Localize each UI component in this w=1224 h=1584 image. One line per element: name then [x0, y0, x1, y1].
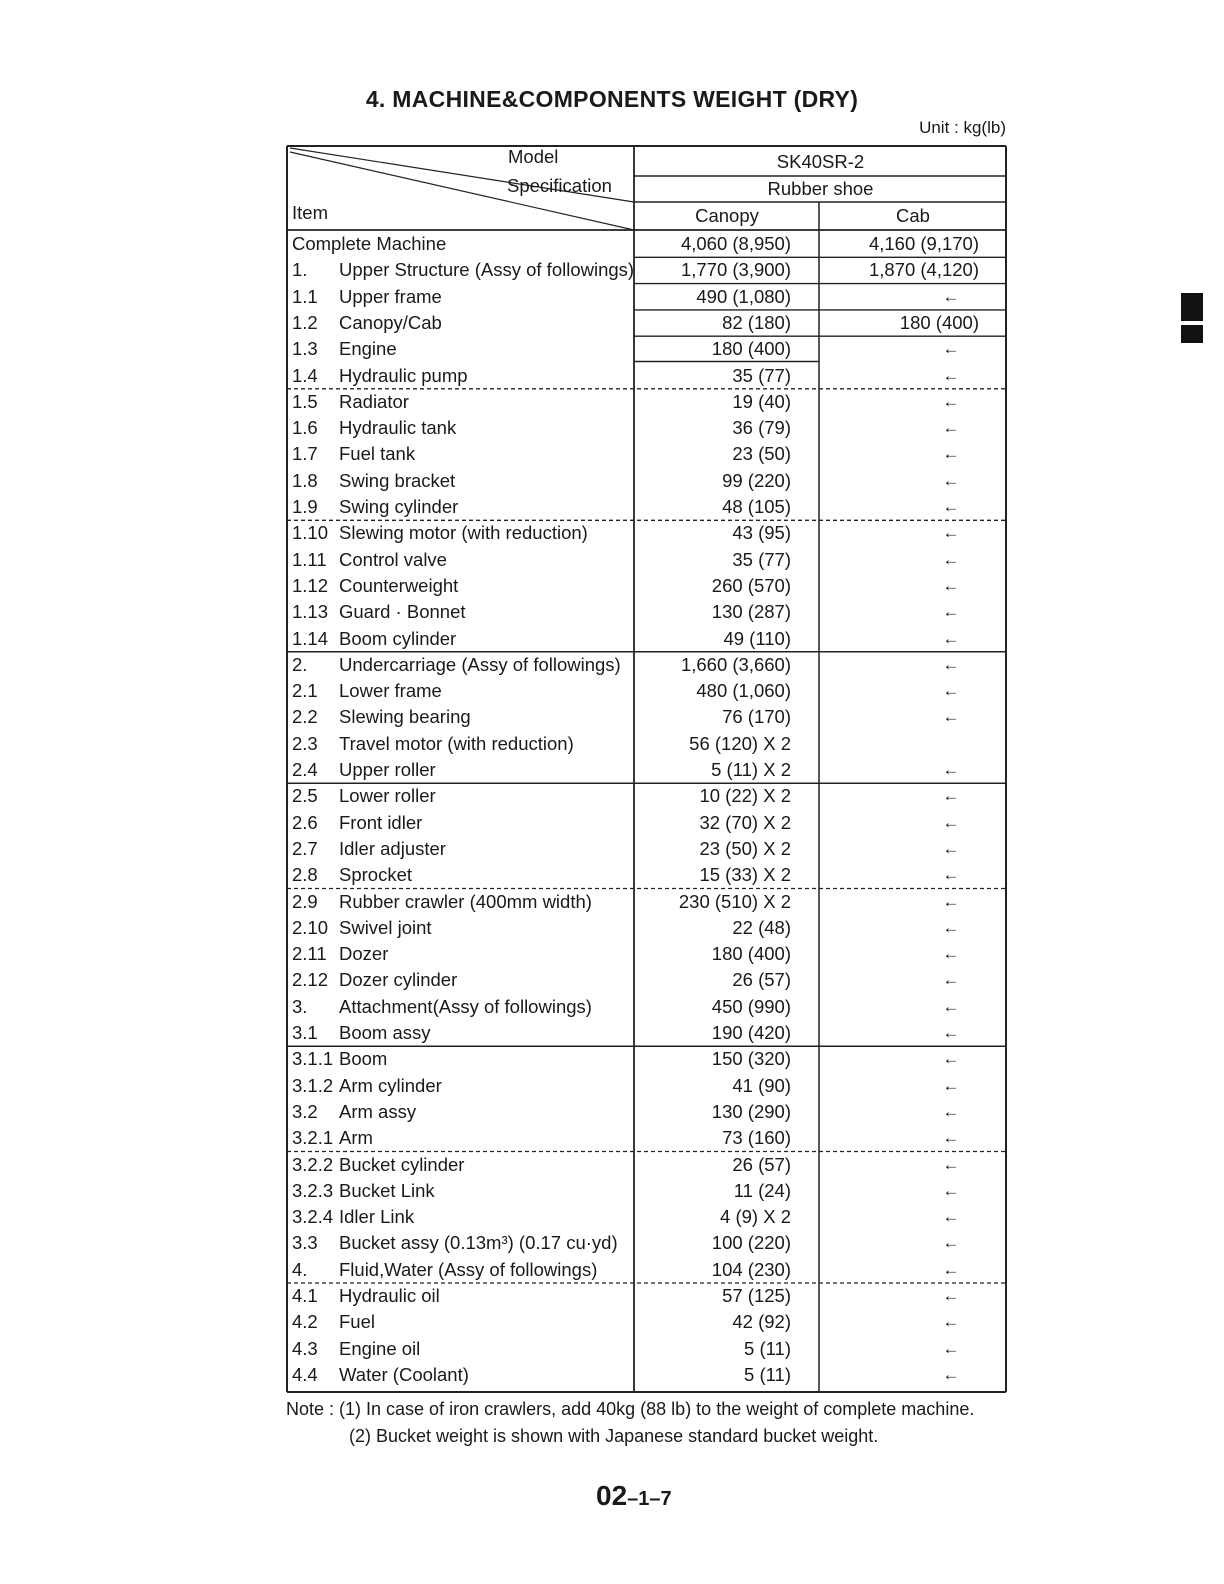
row-item-number: 2.6 — [292, 811, 318, 833]
row-canopy-weight: 23 (50) X 2 — [699, 837, 791, 859]
row-item-number: 3.2.2 — [292, 1153, 334, 1175]
same-as-canopy-arrow-icon: ← — [942, 970, 960, 990]
same-as-canopy-arrow-icon: ← — [942, 286, 960, 306]
row-item-name: Bucket Link — [339, 1179, 435, 1201]
row-item-number: 1.11 — [292, 548, 327, 570]
same-as-canopy-arrow-icon: ← — [942, 812, 960, 832]
row-item-name: Hydraulic pump — [339, 364, 468, 386]
row-item-name: Bucket assy (0.13m³) (0.17 cu·yd) — [339, 1232, 618, 1254]
same-as-canopy-arrow-icon: ← — [942, 786, 960, 806]
row-item-name: Boom cylinder — [339, 627, 457, 649]
row-canopy-weight: 1,660 (3,660) — [680, 653, 791, 675]
same-as-canopy-arrow-icon: ← — [942, 1101, 960, 1121]
row-item-name: Boom assy — [339, 1022, 431, 1043]
row-item-name: Arm — [339, 1127, 373, 1149]
row-item-name: Hydraulic oil — [339, 1285, 440, 1306]
row-canopy-weight: 48 (105) — [722, 496, 791, 517]
row-item-number: 2.4 — [292, 759, 318, 780]
row-item-number: 3.2 — [292, 1100, 318, 1122]
row-item-number: 4.2 — [292, 1311, 318, 1333]
row-canopy-weight: 11 (24) — [733, 1179, 791, 1201]
header-cab: Cab — [896, 205, 930, 226]
row-item-name: Lower frame — [339, 680, 442, 702]
row-item-name: Complete Machine — [292, 233, 447, 254]
row-item-number: 3.2.3 — [292, 1179, 334, 1201]
row-item-name: Radiator — [339, 390, 409, 412]
row-canopy-weight: 57 (125) — [722, 1285, 791, 1306]
same-as-canopy-arrow-icon: ← — [942, 1128, 960, 1148]
row-cab-weight: 4,160 (9,170) — [868, 233, 979, 254]
row-canopy-weight: 5 (11) — [744, 1363, 791, 1385]
row-item-number: 3. — [292, 995, 308, 1017]
row-item-number: 2.10 — [292, 916, 329, 938]
same-as-canopy-arrow-icon: ← — [942, 575, 960, 595]
row-cab-weight: 180 (400) — [899, 311, 979, 333]
row-canopy-weight: 82 (180) — [722, 311, 791, 333]
page-number-main: 02 — [596, 1480, 628, 1511]
row-item-number: 2. — [292, 653, 308, 675]
row-item-name: Hydraulic tank — [339, 417, 457, 439]
row-item-name: Fuel — [339, 1311, 375, 1333]
row-item-number: 1.2 — [292, 311, 318, 333]
row-item-number: 1.7 — [292, 443, 318, 465]
row-item-number: 4.3 — [292, 1337, 318, 1359]
row-item-number: 1.13 — [292, 601, 329, 623]
row-canopy-weight: 260 (570) — [711, 574, 791, 596]
same-as-canopy-arrow-icon: ← — [942, 1180, 960, 1200]
row-item-name: Attachment(Assy of followings) — [339, 995, 592, 1017]
row-item-number: 1. — [292, 259, 308, 281]
row-item-number: 3.2.1 — [292, 1127, 334, 1149]
header-model-label: Model — [508, 146, 559, 167]
row-canopy-weight: 32 (70) X 2 — [699, 811, 791, 833]
same-as-canopy-arrow-icon: ← — [942, 654, 960, 674]
row-item-name: Fluid,Water (Assy of followings) — [339, 1258, 598, 1280]
header-specification-label: Specification — [507, 175, 612, 196]
row-item-number: 2.9 — [292, 890, 318, 912]
same-as-canopy-arrow-icon: ← — [942, 1207, 960, 1227]
row-canopy-weight: 19 (40) — [732, 390, 791, 412]
row-item-number: 2.3 — [292, 732, 318, 754]
row-item-name: Travel motor (with reduction) — [339, 732, 574, 754]
row-canopy-weight: 104 (230) — [711, 1258, 791, 1280]
row-canopy-weight: 450 (990) — [711, 995, 791, 1017]
row-canopy-weight: 180 (400) — [711, 943, 791, 965]
row-item-name: Upper roller — [339, 759, 436, 780]
row-canopy-weight: 49 (110) — [723, 627, 791, 649]
same-as-canopy-arrow-icon: ← — [942, 1259, 960, 1279]
row-item-name: Arm assy — [339, 1100, 417, 1122]
unit-label: Unit : kg(lb) — [919, 118, 1006, 137]
row-item-name: Bucket cylinder — [339, 1153, 465, 1175]
row-canopy-weight: 1,770 (3,900) — [680, 259, 791, 281]
row-canopy-weight: 4,060 (8,950) — [680, 233, 791, 254]
row-item-number: 1.4 — [292, 364, 318, 386]
same-as-canopy-arrow-icon: ← — [942, 418, 960, 438]
same-as-canopy-arrow-icon: ← — [942, 339, 960, 359]
row-item-number: 3.2.4 — [292, 1206, 334, 1228]
row-canopy-weight: 100 (220) — [711, 1232, 791, 1254]
row-canopy-weight: 130 (290) — [711, 1100, 791, 1122]
row-item-number: 4.4 — [292, 1363, 318, 1385]
row-item-number: 4. — [292, 1258, 308, 1280]
row-item-name: Rubber crawler (400mm width) — [339, 890, 592, 912]
same-as-canopy-arrow-icon: ← — [942, 444, 960, 464]
row-item-name: Arm cylinder — [339, 1074, 442, 1096]
row-item-number: 1.14 — [292, 627, 329, 649]
row-item-number: 1.1 — [292, 285, 318, 307]
note-1: Note : (1) In case of iron crawlers, add 40kg (88 lb) to the weight of complete machine. — [286, 1399, 975, 1419]
same-as-canopy-arrow-icon: ← — [942, 470, 960, 490]
same-as-canopy-arrow-icon: ← — [942, 1286, 960, 1305]
row-item-number: 4.1 — [292, 1285, 318, 1306]
row-item-name: Counterweight — [339, 574, 459, 596]
same-as-canopy-arrow-icon: ← — [942, 628, 960, 648]
row-item-name: Control valve — [339, 548, 447, 570]
row-canopy-weight: 4 (9) X 2 — [720, 1206, 791, 1228]
note-2: (2) Bucket weight is shown with Japanese standard bucket weight. — [349, 1426, 879, 1446]
row-item-number: 2.5 — [292, 785, 318, 807]
row-item-name: Fuel tank — [339, 443, 416, 465]
row-item-number: 1.12 — [292, 574, 329, 596]
header-model-value: SK40SR-2 — [776, 151, 865, 172]
row-item-name: Dozer — [339, 943, 389, 965]
row-item-name: Boom — [339, 1048, 388, 1070]
row-item-number: 1.8 — [292, 469, 318, 491]
row-item-name: Lower roller — [339, 785, 436, 807]
row-canopy-weight: 10 (22) X 2 — [699, 785, 791, 807]
row-canopy-weight: 35 (77) — [732, 548, 791, 570]
row-item-name: Engine — [339, 338, 397, 360]
same-as-canopy-arrow-icon: ← — [942, 865, 960, 885]
row-canopy-weight: 480 (1,060) — [696, 680, 791, 702]
row-canopy-weight: 23 (50) — [732, 443, 791, 465]
same-as-canopy-arrow-icon: ← — [942, 1075, 960, 1095]
same-as-canopy-arrow-icon: ← — [942, 760, 960, 779]
row-canopy-weight: 230 (510) X 2 — [678, 890, 791, 912]
same-as-canopy-arrow-icon: ← — [942, 523, 960, 543]
row-canopy-weight: 43 (95) — [732, 522, 791, 544]
margin-tab-mark — [1181, 293, 1203, 343]
row-canopy-weight: 22 (48) — [732, 916, 791, 938]
row-item-name: Swing bracket — [339, 469, 456, 491]
page-title: 4. MACHINE&COMPONENTS WEIGHT (DRY) — [365, 86, 859, 112]
row-canopy-weight: 99 (220) — [722, 469, 791, 491]
same-as-canopy-arrow-icon: ← — [942, 391, 960, 411]
row-canopy-weight: 42 (92) — [732, 1311, 791, 1333]
same-as-canopy-arrow-icon: ← — [942, 1312, 960, 1332]
row-canopy-weight: 130 (287) — [711, 601, 791, 623]
row-item-name: Undercarriage (Assy of followings) — [339, 653, 621, 675]
row-item-number: 3.1 — [292, 1022, 318, 1043]
row-item-number: 2.7 — [292, 837, 318, 859]
row-item-number: 1.6 — [292, 417, 318, 439]
row-item-number: 1.5 — [292, 390, 318, 412]
row-item-number: 3.3 — [292, 1232, 318, 1254]
same-as-canopy-arrow-icon: ← — [942, 497, 960, 516]
row-canopy-weight: 41 (90) — [732, 1074, 791, 1096]
row-item-name: Guard · Bonnet — [339, 601, 466, 623]
header-shoe-type: Rubber shoe — [767, 178, 874, 199]
same-as-canopy-arrow-icon: ← — [942, 707, 960, 727]
row-canopy-weight: 180 (400) — [711, 338, 791, 360]
row-canopy-weight: 5 (11) — [744, 1337, 791, 1359]
same-as-canopy-arrow-icon: ← — [942, 681, 960, 701]
same-as-canopy-arrow-icon: ← — [942, 1023, 960, 1042]
same-as-canopy-arrow-icon: ← — [942, 365, 960, 385]
row-canopy-weight: 15 (33) X 2 — [699, 864, 791, 886]
header-canopy: Canopy — [695, 205, 759, 226]
row-item-name: Swing cylinder — [339, 496, 459, 517]
same-as-canopy-arrow-icon: ← — [942, 1338, 960, 1358]
weight-table — [286, 145, 1007, 1393]
row-canopy-weight: 26 (57) — [732, 1153, 791, 1175]
row-item-name: Idler adjuster — [339, 837, 446, 859]
row-item-number: 1.10 — [292, 522, 329, 544]
row-canopy-weight: 190 (420) — [711, 1022, 791, 1043]
row-item-name: Idler Link — [339, 1206, 415, 1228]
row-canopy-weight: 150 (320) — [711, 1048, 791, 1070]
row-canopy-weight: 73 (160) — [722, 1127, 791, 1149]
row-item-name: Sprocket — [339, 864, 413, 886]
same-as-canopy-arrow-icon: ← — [942, 917, 960, 937]
row-item-number: 3.1.2 — [292, 1074, 334, 1096]
row-cab-weight: 1,870 (4,120) — [868, 259, 979, 281]
row-item-name: Upper frame — [339, 285, 442, 307]
row-canopy-weight: 36 (79) — [732, 417, 791, 439]
same-as-canopy-arrow-icon: ← — [942, 1154, 960, 1174]
row-item-number: 2.11 — [292, 943, 327, 965]
row-item-name: Slewing bearing — [339, 706, 471, 728]
row-item-name: Water (Coolant) — [339, 1363, 469, 1385]
row-item-name: Slewing motor (with reduction) — [339, 522, 588, 544]
row-item-name: Front idler — [339, 811, 423, 833]
row-item-name: Engine oil — [339, 1337, 421, 1359]
row-canopy-weight: 26 (57) — [732, 969, 791, 991]
same-as-canopy-arrow-icon: ← — [942, 996, 960, 1016]
same-as-canopy-arrow-icon: ← — [942, 838, 960, 858]
row-item-number: 3.1.1 — [292, 1048, 334, 1070]
same-as-canopy-arrow-icon: ← — [942, 944, 960, 964]
row-item-number: 2.2 — [292, 706, 318, 728]
same-as-canopy-arrow-icon: ← — [942, 1049, 960, 1069]
row-item-name: Dozer cylinder — [339, 969, 458, 991]
page-number-sub: –1–7 — [627, 1488, 672, 1510]
row-canopy-weight: 35 (77) — [732, 364, 791, 386]
row-item-number: 2.12 — [292, 969, 329, 991]
row-item-name: Canopy/Cab — [339, 311, 442, 333]
same-as-canopy-arrow-icon: ← — [942, 1364, 960, 1384]
row-canopy-weight: 5 (11) X 2 — [711, 759, 791, 780]
row-item-name: Swivel joint — [339, 916, 432, 938]
same-as-canopy-arrow-icon: ← — [942, 891, 960, 911]
row-item-number: 1.3 — [292, 338, 318, 360]
row-item-number: 1.9 — [292, 496, 318, 517]
page-number — [596, 1480, 672, 1512]
header-item-label: Item — [292, 202, 328, 223]
row-canopy-weight: 56 (120) X 2 — [689, 732, 791, 754]
same-as-canopy-arrow-icon: ← — [942, 1233, 960, 1253]
row-canopy-weight: 490 (1,080) — [696, 285, 791, 307]
row-item-name: Upper Structure (Assy of followings) — [339, 259, 635, 281]
row-item-number: 2.1 — [292, 680, 318, 702]
same-as-canopy-arrow-icon: ← — [942, 549, 960, 569]
row-item-number: 2.8 — [292, 864, 318, 886]
same-as-canopy-arrow-icon: ← — [942, 602, 960, 622]
row-canopy-weight: 76 (170) — [722, 706, 791, 728]
